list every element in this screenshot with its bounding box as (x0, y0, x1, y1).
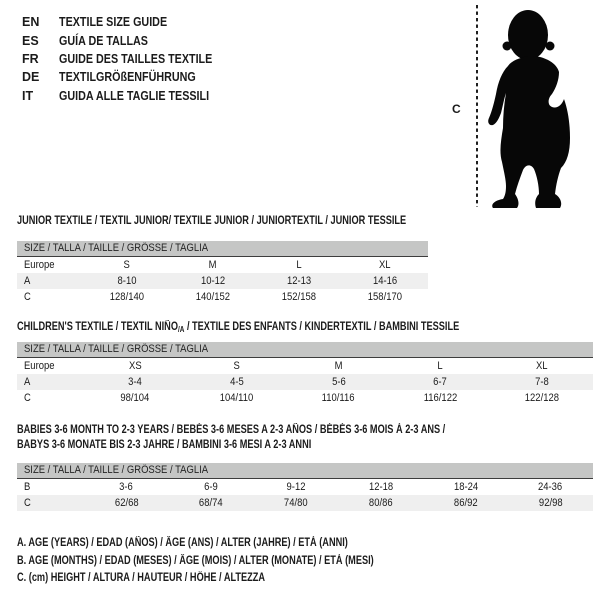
language-row (22, 31, 237, 49)
note-age-months: B. AGE (MONTHS) / EDAD (MESES) / ÂGE (MOIS) / ALTER (MONATE) / ETÀ (MESI) (17, 554, 374, 567)
language-label: GUÍA DE TALLAS (59, 33, 148, 48)
table-cell: 10-12 (200, 275, 226, 287)
table-cell: S (123, 259, 131, 271)
table-cell: 116/122 (423, 392, 458, 404)
title-subscript: /A (177, 325, 185, 334)
language-code: DE (22, 70, 40, 85)
row-label: A (24, 275, 31, 287)
language-label: GUIDA ALLE TAGLIE TESSILI (59, 88, 210, 103)
table-cell: L (437, 360, 443, 372)
measure-dashed-line (475, 5, 479, 207)
language-code: IT (22, 88, 34, 103)
table-row (17, 289, 428, 305)
table-cell: 14-16 (372, 275, 398, 287)
row-label: B (24, 481, 31, 493)
children-size-table (17, 342, 593, 406)
table-body (17, 358, 593, 406)
table-cell: 128/140 (109, 291, 145, 303)
junior-size-table (17, 241, 428, 305)
table-cell: 24-36 (538, 481, 563, 493)
table-row (17, 390, 593, 406)
language-label: TEXTILE SIZE GUIDE (59, 15, 168, 30)
language-label: TEXTILGRÖßENFÜHRUNG (59, 70, 196, 85)
row-label: A (24, 376, 31, 388)
note-age-years: A. AGE (YEARS) / EDAD (AÑOS) / ÂGE (ANS) / ALTER (JAHRE) / ETÀ (ANNI) (17, 537, 348, 549)
note-height-cm: C. (cm) HEIGHT / ALTURA / HAUTEUR / HÖHE / ALTEZZA (17, 572, 266, 585)
table-cell: L (296, 259, 302, 271)
row-label: C (24, 392, 31, 404)
size-header-bar: SIZE / TALLA / TAILLE / GRÖSSE / TAGLIA (17, 241, 428, 257)
table-cell: S (233, 360, 240, 372)
table-cell: 8-10 (117, 275, 137, 287)
language-row (22, 68, 237, 86)
table-cell: 4-5 (229, 376, 244, 388)
table-cell: M (209, 259, 217, 271)
row-label: C (24, 497, 31, 509)
table-cell: M (334, 360, 343, 372)
table-cell: XL (536, 360, 548, 372)
table-cell: 152/158 (281, 291, 317, 303)
table-cell: 80/86 (369, 497, 393, 509)
babies-size-table (17, 463, 593, 511)
table-cell: 7-8 (535, 376, 549, 388)
language-code: FR (22, 51, 39, 66)
table-row (17, 374, 593, 390)
legend-notes (17, 535, 463, 588)
table-cell: 12-13 (286, 275, 312, 287)
table-cell: 3-4 (128, 376, 142, 388)
table-row (17, 273, 428, 289)
table-cell: 110/116 (322, 392, 355, 404)
table-cell: 92/98 (538, 497, 563, 509)
table-cell: 68/74 (199, 497, 224, 509)
table-row (17, 495, 593, 511)
table-cell: 18-24 (453, 481, 478, 493)
table-row (17, 358, 593, 374)
junior-table-title: JUNIOR TEXTILE / TEXTIL JUNIOR/ TEXTILE JUNIOR / JUNIORTEXTIL / JUNIOR TESSILE (17, 215, 407, 227)
table-cell: 62/68 (114, 497, 139, 509)
language-row (22, 87, 237, 105)
row-label: Europe (24, 259, 55, 271)
row-label: Europe (24, 360, 55, 372)
table-cell: 104/110 (219, 392, 254, 404)
row-label: C (24, 291, 31, 303)
table-cell: 3-6 (119, 481, 134, 493)
language-row (22, 50, 237, 68)
table-cell: 98/104 (120, 392, 150, 404)
table-body (17, 479, 593, 511)
table-cell: 140/152 (195, 291, 231, 303)
language-code: EN (22, 15, 40, 30)
table-row (17, 479, 593, 495)
table-cell: XS (128, 360, 142, 372)
table-body (17, 257, 428, 305)
table-cell: 6-9 (204, 481, 219, 493)
table-cell: 122/128 (524, 392, 560, 404)
table-row (17, 257, 428, 273)
table-cell: 74/80 (284, 497, 308, 509)
height-measure-label: C (452, 102, 461, 116)
language-row (22, 13, 237, 31)
baby-silhouette (484, 6, 596, 208)
table-cell: 9-12 (286, 481, 306, 493)
language-code: ES (22, 33, 39, 48)
table-cell: 158/170 (367, 291, 403, 303)
table-cell: XL (379, 259, 391, 271)
table-cell: 12-18 (368, 481, 393, 493)
table-cell: 6-7 (433, 376, 448, 388)
table-cell: 5-6 (331, 376, 346, 388)
size-header-bar: SIZE / TALLA / TAILLE / GRÖSSE / TAGLIA (17, 342, 593, 358)
size-header-bar: SIZE / TALLA / TAILLE / GRÖSSE / TAGLIA (17, 463, 593, 479)
children-table-title: CHILDREN'S TEXTILE / TEXTIL $NIÑO_{/A}$ / TEXTILE DES ENFANTS / KINDERTEXTIL / BAMBINI TESSILE (17, 321, 460, 334)
language-label: GUIDE DES TAILLES TEXTILE (59, 51, 213, 66)
babies-table-title: BABIES 3-6 MONTH TO 2-3 YEARS / BEBÉS 3-6 MESES A 2-3 AÑOS / BÉBÉS 3-6 MOIS À 2-3 ANS / BABYS 3-6 MONATE BIS 2-3 JAHRE / BAMBINI 3-6 MESI A 2-3 ANNI (17, 424, 446, 451)
language-guide (22, 13, 237, 105)
table-cell: 86/92 (453, 497, 478, 509)
